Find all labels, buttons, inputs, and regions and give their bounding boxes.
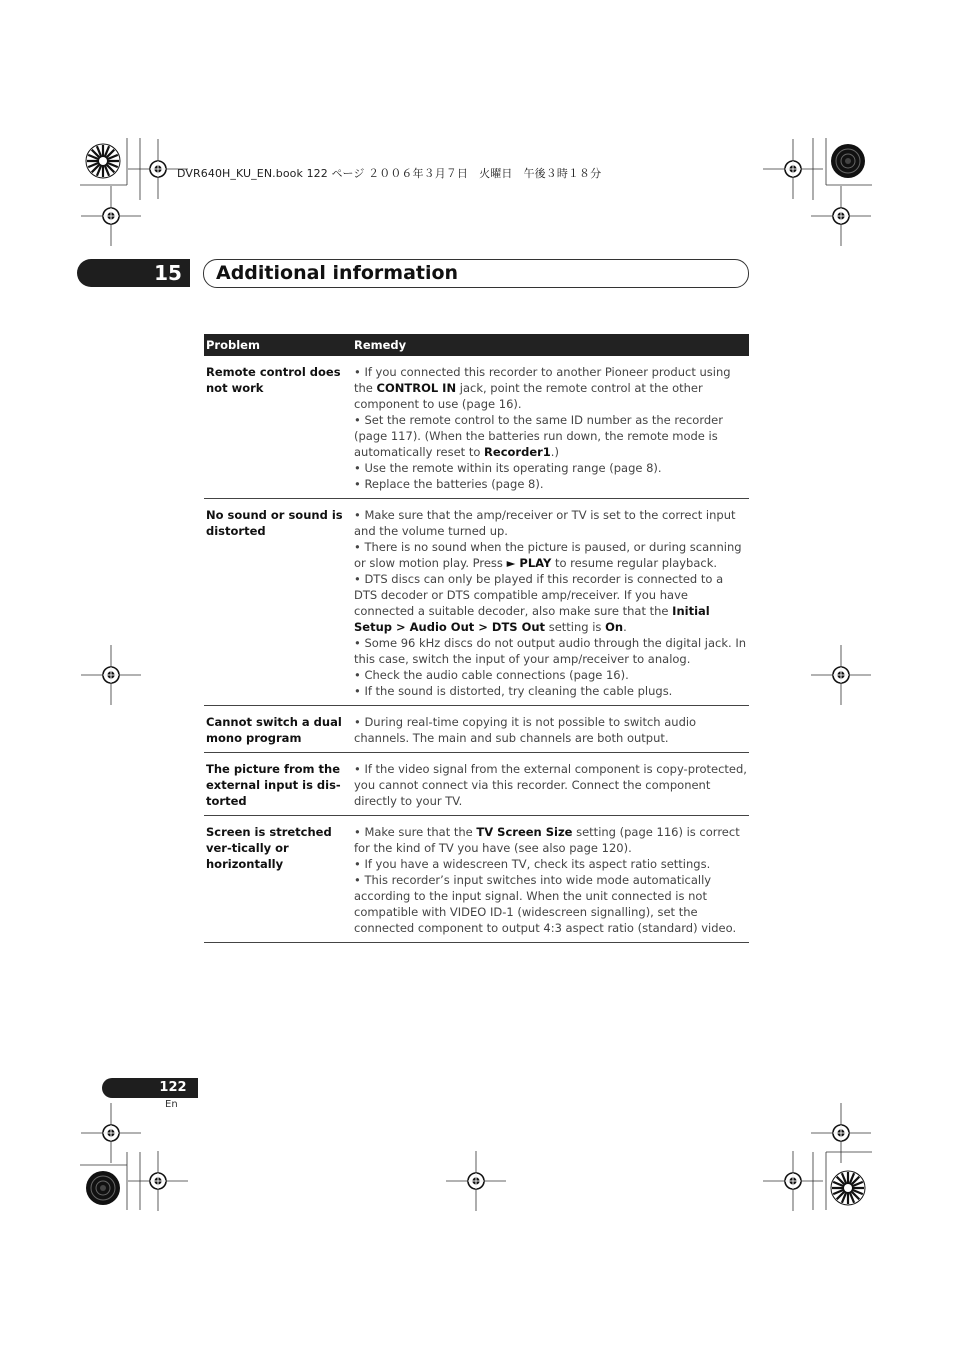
- problem-cell: Remote control does not work: [204, 356, 352, 499]
- remedy-cell: [352, 753, 749, 816]
- problem-cell: The picture from the external input is dis-torted: [204, 753, 352, 816]
- registration-crosshair-icon: [446, 1151, 506, 1211]
- color-wheel-icon: [86, 144, 120, 178]
- remedy-item: [354, 635, 747, 667]
- registration-crosshair-icon: [811, 186, 871, 246]
- table-row: [204, 816, 749, 943]
- remedy-column-header: Remedy: [352, 334, 749, 356]
- remedy-item: [354, 539, 747, 571]
- remedy-item: [354, 364, 747, 412]
- registration-crosshair-icon: [81, 1103, 141, 1163]
- remedy-text: setting (page 116) is correct for the kind of TV you have (see also page 120).: [354, 825, 740, 855]
- remedy-item: [354, 856, 747, 872]
- remedy-text: • Make sure that the: [354, 825, 477, 839]
- registration-crosshair-icon: [763, 139, 823, 199]
- remedy-item: [354, 872, 747, 936]
- remedy-text: • If you connected this recorder to another Pioneer product using the: [354, 365, 731, 395]
- table-row: [204, 753, 749, 816]
- file-info-line: DVR640H_KU_EN.book 122 ページ ２００６年３月７日 火曜日 午後３時１８分: [177, 167, 602, 180]
- remedy-item: [354, 571, 747, 635]
- remedy-cell: [352, 816, 749, 943]
- color-wheel-icon: [831, 144, 865, 178]
- remedy-text: • If the sound is distorted, try cleaning the cable plugs.: [354, 684, 673, 698]
- remedy-item: [354, 683, 747, 699]
- remedy-text: • Some 96 kHz discs do not output audio through the digital jack. In this case, switch the input of your amp/receiver to analog.: [354, 636, 747, 666]
- remedy-text: • Replace the batteries (page 8).: [354, 477, 544, 491]
- registration-crosshair-icon: [81, 186, 141, 246]
- table-row: [204, 356, 749, 499]
- remedy-text: • Check the audio cable connections (page 16).: [354, 668, 629, 682]
- registration-crosshair-icon: [128, 1151, 188, 1211]
- remedy-text: • DTS discs can only be played if this recorder is connected to a DTS decoder or DTS compatible amp/receiver. If you have connected a suitable decoder, also make sure that the: [354, 572, 724, 618]
- registration-crosshair-icon: [763, 1151, 823, 1211]
- problem-cell: Screen is stretched ver-tically or horizontally: [204, 816, 352, 943]
- remedy-item: [354, 667, 747, 683]
- remedy-cell: [352, 499, 749, 706]
- remedy-emphasis: CONTROL IN: [376, 381, 457, 395]
- problem-column-header: Problem: [204, 334, 352, 356]
- table-row: [204, 706, 749, 753]
- problem-cell: No sound or sound is distorted: [204, 499, 352, 706]
- chapter-title: Additional information: [216, 262, 459, 284]
- remedy-text: • Make sure that the amp/receiver or TV is set to the correct input and the volume turned up.: [354, 508, 736, 538]
- page-number: 122: [159, 1080, 187, 1095]
- chapter-number: 15: [154, 261, 182, 285]
- remedy-text: • There is no sound when the picture is paused, or during scanning or slow motion play. Press: [354, 540, 742, 570]
- registration-crosshair-icon: [811, 645, 871, 705]
- remedy-emphasis: Initial Setup > Audio Out > DTS Out: [354, 604, 710, 634]
- remedy-item: [354, 761, 747, 809]
- color-wheel-icon: [86, 1171, 120, 1205]
- remedy-text: jack, point the remote control at the other component to use (page 16).: [354, 381, 703, 411]
- remedy-text: • This recorder’s input switches into wide mode automatically according to the input signal. When the unit connected is not compatible with VIDEO ID-1 (widescreen signalling), set the connected component to output 4:3 aspect ratio (standard) video.: [354, 873, 737, 935]
- table-header-row: [204, 334, 749, 356]
- remedy-emphasis: TV Screen Size: [476, 825, 573, 839]
- remedy-item: [354, 412, 747, 460]
- registration-crosshair-icon: [81, 645, 141, 705]
- registration-crosshair-icon: [811, 1103, 871, 1163]
- remedy-item: [354, 460, 747, 476]
- remedy-item: [354, 476, 747, 492]
- remedy-emphasis: Recorder1: [484, 445, 551, 459]
- remedy-emphasis: ► PLAY: [506, 556, 552, 570]
- page-language: En: [165, 1099, 178, 1110]
- remedy-cell: [352, 356, 749, 499]
- table-row: [204, 499, 749, 706]
- remedy-item: [354, 714, 747, 746]
- color-wheel-icon: [831, 1171, 865, 1205]
- remedy-cell: [352, 706, 749, 753]
- remedy-text: • During real-time copying it is not possible to switch audio channels. The main and sub channels are both output.: [354, 715, 697, 745]
- troubleshooting-table: [204, 334, 749, 943]
- remedy-text: to resume regular playback.: [551, 556, 718, 570]
- remedy-emphasis: On: [605, 620, 624, 634]
- remedy-text: setting is: [545, 620, 606, 634]
- problem-cell: Cannot switch a dual mono program: [204, 706, 352, 753]
- remedy-text: • If the video signal from the external component is copy-protected, you cannot connect via this recorder. Connect the component directly to your TV.: [354, 762, 747, 808]
- remedy-text: • Set the remote control to the same ID number as the recorder (page 117). (When the batteries run down, the remote mode is automatically reset to: [354, 413, 723, 459]
- remedy-text: .: [623, 620, 627, 634]
- remedy-text: • If you have a widescreen TV, check its aspect ratio settings.: [354, 857, 711, 871]
- remedy-text: .): [550, 445, 559, 459]
- remedy-item: [354, 507, 747, 539]
- remedy-item: [354, 824, 747, 856]
- remedy-text: • Use the remote within its operating range (page 8).: [354, 461, 662, 475]
